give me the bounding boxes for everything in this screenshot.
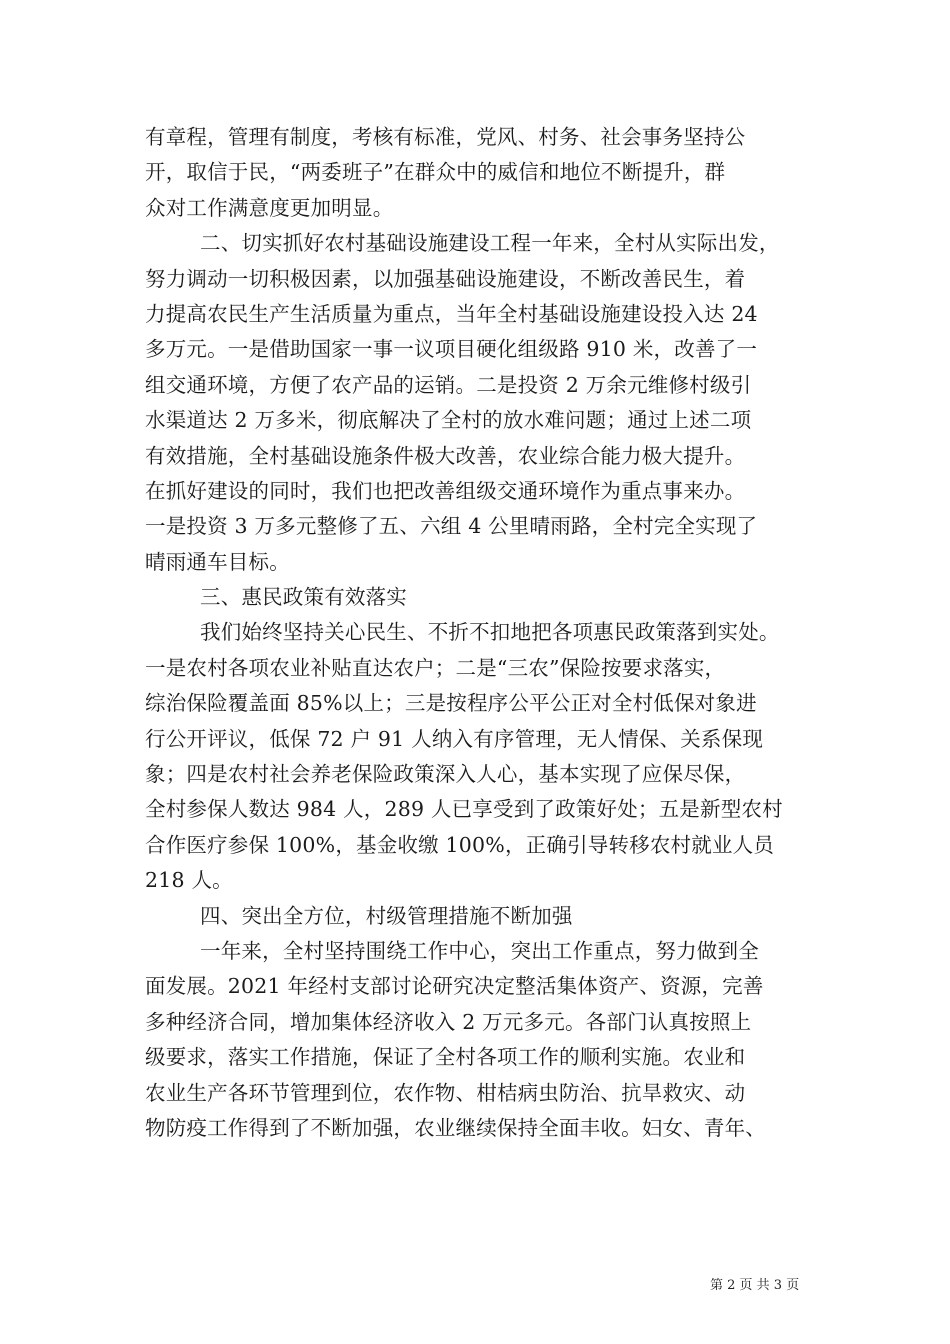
text-line: 有效措施，全村基础设施条件极大改善，农业综合能力极大提升。: [145, 443, 746, 468]
text-line: 象；四是农村社会养老保险政策深入人心，基本实现了应保尽保，: [145, 762, 746, 787]
text-line: 物防疫工作得到了不断加强，农业继续保持全面丰收。妇女、青年、: [145, 1115, 766, 1140]
text-line: 众对工作满意度更加明显。: [145, 195, 394, 220]
text-line: 级要求，落实工作措施，保证了全村各项工作的顺利实施。农业和: [145, 1045, 746, 1070]
section-heading-management: 四、突出全方位，村级管理措施不断加强: [200, 903, 573, 928]
text-line: 多种经济合同，增加集体经济收入 2 万元多元。各部门认真按照上: [145, 1009, 752, 1034]
text-line: 多万元。一是借助国家一事一议项目硬化组级路 910 米，改善了一: [145, 337, 758, 362]
paragraph-start: 我们始终坚持关心民生、不折不扣地把各项惠民政策落到实处。: [200, 620, 780, 645]
text-line: 农业生产各环节管理到位，农作物、柑桔病虫防治、抗旱救灾、动: [145, 1080, 746, 1105]
text-line: 综治保险覆盖面 85%以上；三是按程序公平公正对全村低保对象进: [145, 691, 757, 716]
text-line: 在抓好建设的同时，我们也把改善组级交通环境作为重点事来办。: [145, 478, 746, 503]
text-line: 有章程，管理有制度，考核有标准，党风、村务、社会事务坚持公: [145, 125, 746, 149]
text-line: 218 人。: [145, 868, 233, 893]
text-line: 力提高农民生产生活质量为重点，当年全村基础设施建设投入达 24: [145, 301, 758, 326]
text-line: 开，取信于民，“两委班子”在群众中的威信和地位不断提升，群: [145, 160, 726, 185]
text-line: 组交通环境，方便了农产品的运销。二是投资 2 万余元维修村级引: [145, 372, 752, 397]
text-line: 晴雨通车目标。: [145, 549, 290, 574]
paragraph-start: 一年来，全村坚持围绕工作中心，突出工作重点，努力做到全: [200, 938, 759, 963]
text-line: 面发展。2021 年经村支部讨论研究决定整活集体资产、资源，完善: [145, 974, 764, 999]
section-heading-policy: 三、惠民政策有效落实: [200, 585, 407, 610]
text-line: 全村参保人数达 984 人，289 人已享受到了政策好处；五是新型农村: [145, 797, 783, 822]
text-line: 一是农村各项农业补贴直达农户；二是“三农”保险按要求落实，: [145, 655, 726, 680]
document-body: [145, 120, 810, 1146]
text-line: 合作医疗参保 100%，基金收缴 100%，正确引导转移农村就业人员: [145, 832, 775, 857]
text-line: 水渠道达 2 万多米，彻底解决了全村的放水难问题；通过上述二项: [145, 408, 752, 433]
page-number: 第 2 页 共 3 页: [710, 1278, 800, 1293]
text-line: 行公开评议，低保 72 户 91 人纳入有序管理，无人情保、关系保现: [145, 726, 764, 751]
text-line: 努力调动一切积极因素，以加强基础设施建设，不断改善民生，着: [145, 266, 746, 291]
section-heading-infrastructure: 二、切实抓好农村基础设施建设工程一年来，全村从实际出发，: [200, 231, 780, 256]
text-line: 一是投资 3 万多元整修了五、六组 4 公里晴雨路，全村完全实现了: [145, 514, 758, 539]
